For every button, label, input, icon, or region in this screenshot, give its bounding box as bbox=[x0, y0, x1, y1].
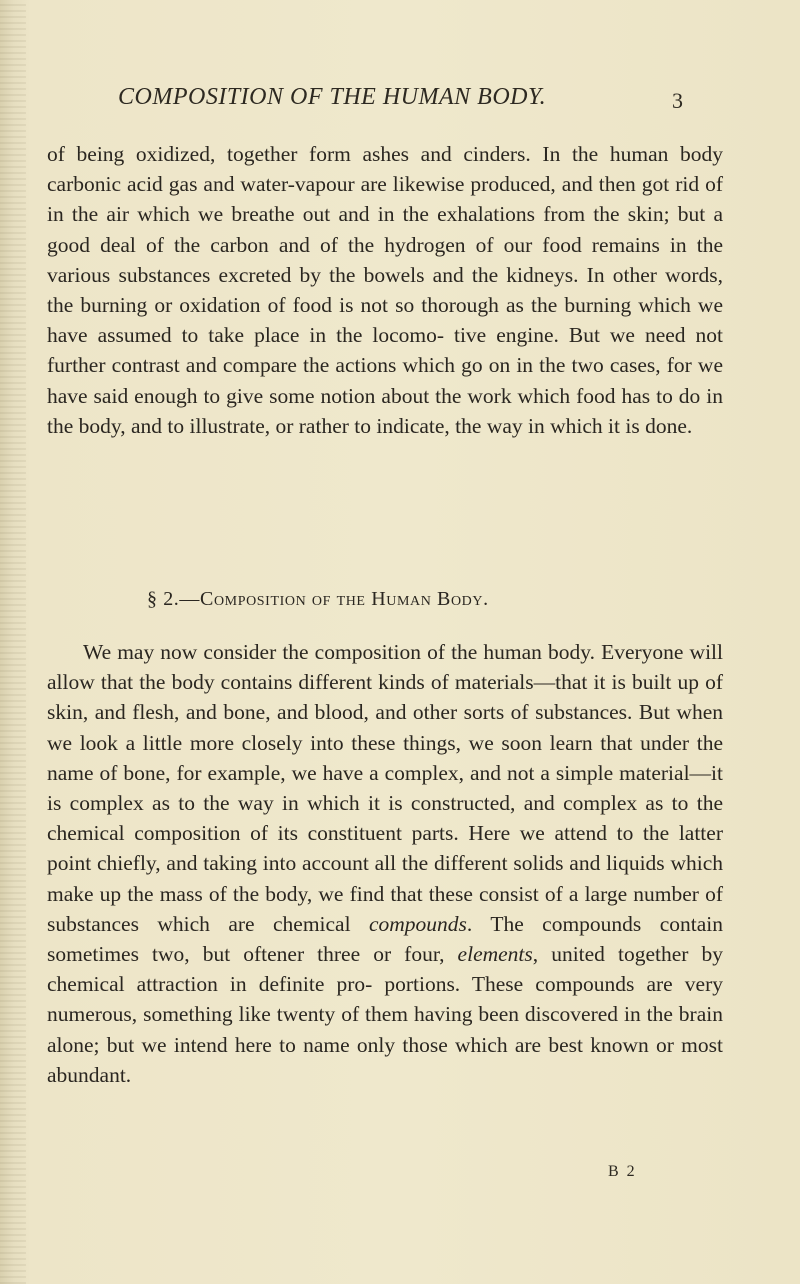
signature-mark: B 2 bbox=[608, 1163, 637, 1180]
term-compounds: compounds bbox=[368, 911, 467, 936]
binding-gutter bbox=[0, 0, 26, 1284]
term-elements: elements bbox=[457, 942, 533, 967]
paragraph-1: of being oxidized, together form ashes and cinders. In the human body carbonic acid gas and water-vapour are likewise produced, and then got rid of in the air which we breathe out and in the exhalations from the skin; but a good deal of the carbon and of the hydrogen of our food remains in the various substances excreted by the bowels and the kidneys. In other words, the burning or oxidation of food is not so thorough as the burning which we have assumed to take place in the locomo- tive engine. But we need not further contrast and compare the actions which go on in the two cases, for we have said enough to give some notion about the work which food has to do in the body, and to illustrate, or rather to indicate, the way in which it is done. bbox=[47, 142, 723, 438]
paragraph-2-text-c: , united together by chemical attraction in definite pro- portions. These compounds are very numerous, something like twenty of them having been discovered in the brain alone; but we intend here to name only those which are best known or most abundant. bbox=[47, 942, 723, 1087]
section-heading: § 2.—Composition of the Human Body. bbox=[147, 588, 489, 610]
page-number: 3 bbox=[672, 88, 683, 113]
running-head: COMPOSITION OF THE HUMAN BODY. bbox=[118, 84, 547, 110]
paragraph-2-text-a: We may now consider the composition of the human body. Everyone will allow that the body contains different kinds of materials—that it is built up of skin, and flesh, and bone, and blood, and other sorts of substances. But when we look a little more closely into these things, we soon learn that under the name of bone, for example, we have a complex, and not a simple material—it is complex as to the way in which it is constructed, and complex as to the chemical composition of its constituent parts. Here we attend to the latter point chiefly, and taking into account all the different solids and liquids which make up the mass of the body, we find that these consist of a large number of substances which are chemical bbox=[47, 640, 723, 936]
paragraph-2 bbox=[47, 637, 723, 1090]
paragraph-2-text-b: . The compounds contain sometimes two, but oftener three or four, bbox=[47, 911, 723, 967]
